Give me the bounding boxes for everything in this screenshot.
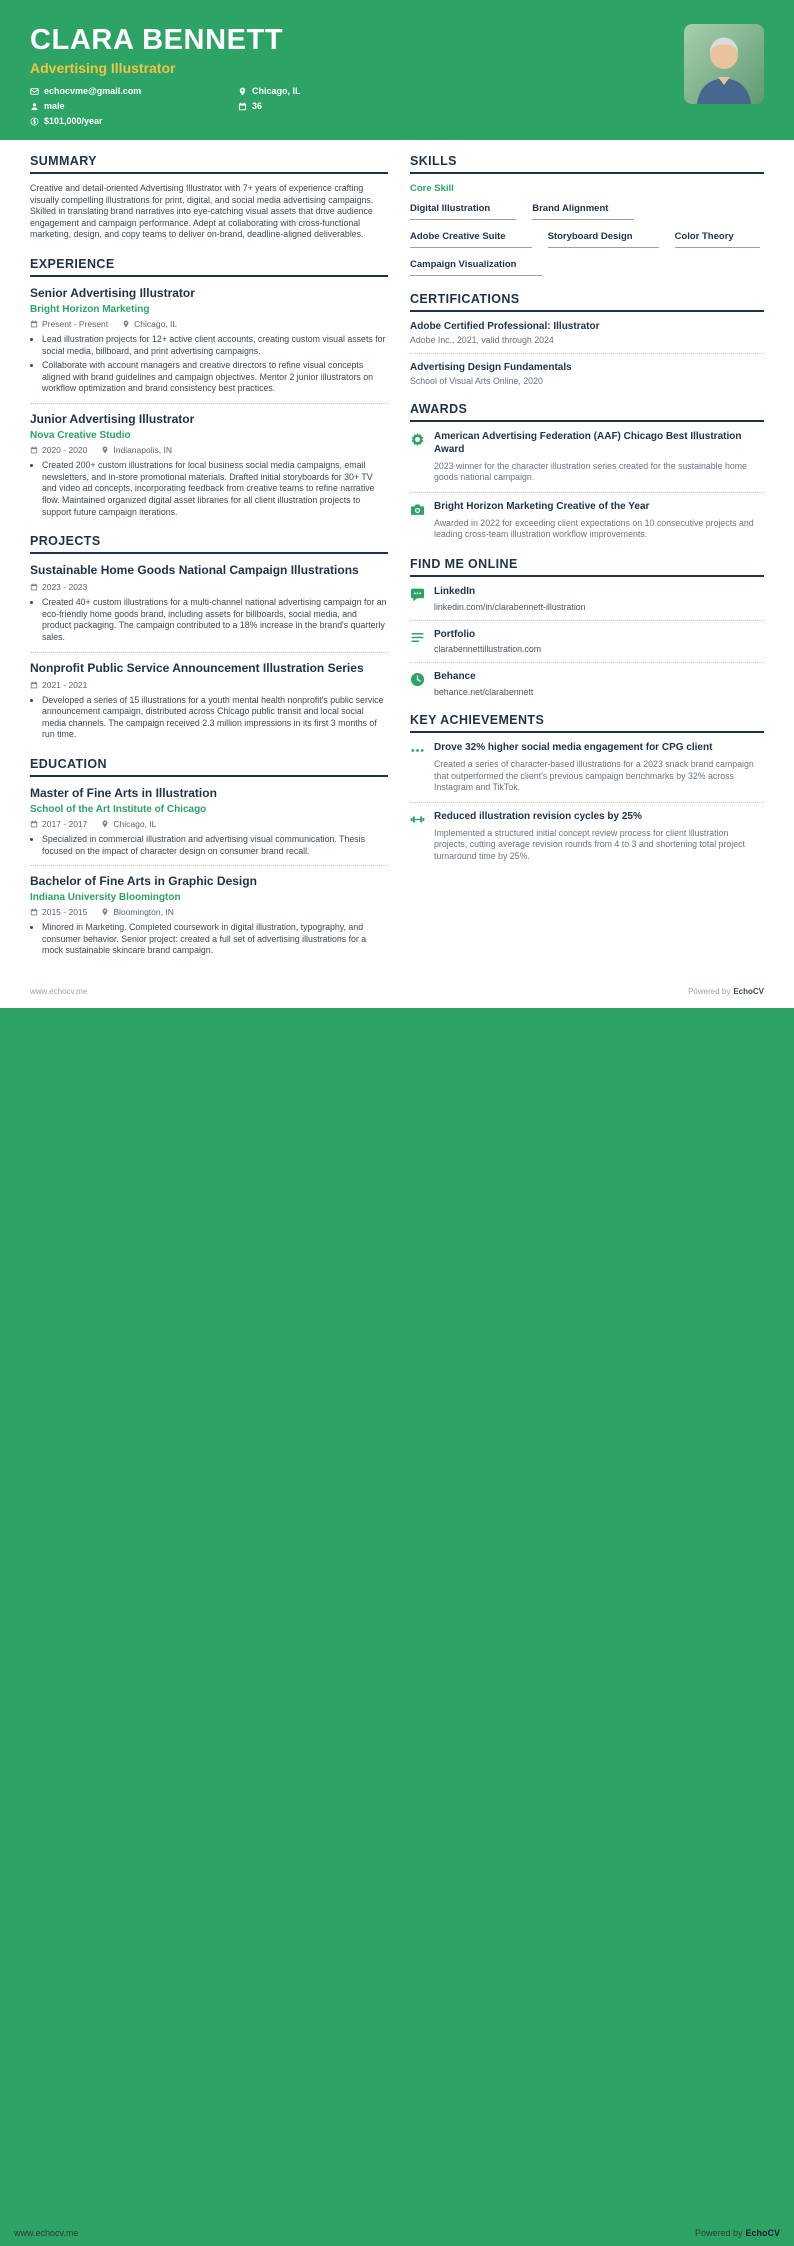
job-meta: [30, 445, 388, 455]
education-dates: 2017 - 2017: [42, 819, 88, 830]
experience-item: [30, 412, 388, 518]
skills-section: [410, 154, 764, 276]
awards-section: [410, 402, 764, 541]
education-item: [30, 874, 388, 957]
project-bullets: [30, 597, 388, 643]
projects-section: [30, 534, 388, 741]
education-bullets: [30, 922, 388, 957]
project-bullets: [30, 695, 388, 741]
behance-icon: [410, 672, 425, 687]
school-name: Indiana University Bloomington: [30, 892, 181, 904]
location-pin-icon: [238, 87, 247, 96]
powered-by-label: Powered by: [694, 2228, 743, 2238]
location-pin-icon: [101, 446, 109, 454]
job-location-item: [122, 319, 177, 329]
education-bullet: • Specialized in commercial illustration and advertising visual communication. Thesis focused on the impact of character design on consumer brand recall.: [42, 834, 388, 857]
key-achievements-section: [410, 713, 764, 862]
online-text: [434, 671, 533, 697]
contact-age-row: [238, 101, 301, 111]
contact-salary: $101,000/year: [44, 116, 103, 126]
online-text: [434, 586, 586, 612]
job-title: Senior Advertising Illustrator: [30, 286, 195, 301]
achievement-description: Created a series of character-based illustrations for a 2023 snack brand campaign that outperformed the client's previous campaign benchmarks by 32% across Instagram and TikTok.: [434, 759, 754, 793]
education-dates: 2015 - 2015: [42, 907, 88, 918]
skill-tag: Campaign Visualization: [410, 259, 542, 276]
resume-body: [0, 140, 794, 1008]
project-dates: 2021 - 2021: [42, 679, 88, 690]
person-job-title: Advertising Illustrator: [30, 60, 176, 76]
person-name: CLARA BENNETT: [30, 24, 284, 56]
skills-heading: SKILLS: [410, 154, 764, 174]
footer-site-link[interactable]: www.echocv.me: [14, 2228, 79, 2238]
certification-subtitle: Adobe Inc., 2021, valid through 2024: [410, 335, 554, 345]
company-name: Nova Creative Studio: [30, 430, 131, 442]
award-item: [410, 431, 764, 484]
award-description: Awarded in 2022 for exceeding client expectations on 10 consecutive projects and leading cross-team illustration workflow improvements.: [434, 517, 754, 540]
bottom-page-footer: [0, 2228, 794, 2246]
education-location-item: [101, 907, 173, 917]
award-description: 2023 winner for the character illustration series created for the sustainable home goods national campaign.: [434, 460, 747, 483]
job-dates: 2020 - 2020: [42, 445, 88, 456]
certification-title: Adobe Certified Professional: Illustrator: [410, 321, 600, 332]
job-dates-item: [30, 319, 108, 329]
project-dates-item: [30, 582, 87, 592]
certifications-section: [410, 292, 764, 386]
achievement-text: [434, 811, 764, 863]
award-title: American Advertising Federation (AAF) Chicago Best Illustration Award: [434, 431, 742, 455]
project-title: Sustainable Home Goods National Campaign Illustrations: [30, 563, 359, 578]
divider: [30, 652, 388, 653]
achievement-title: Drove 32% higher social media engagement for CPG client: [434, 742, 713, 754]
skills-group-label: Core Skill: [410, 183, 454, 194]
online-url[interactable]: behance.net/clarabennett: [434, 687, 534, 698]
calendar-icon: [238, 102, 247, 111]
education-heading: EDUCATION: [30, 757, 388, 777]
summary-section: [30, 154, 388, 241]
projects-heading: PROJECTS: [30, 534, 388, 554]
education-meta: [30, 907, 388, 917]
certifications-heading: CERTIFICATIONS: [410, 292, 764, 312]
certification-item: [410, 321, 764, 345]
project-dates: 2023 - 2023: [42, 582, 88, 593]
left-column: [30, 154, 388, 973]
echocv-brand-link[interactable]: EchoCV: [733, 987, 764, 997]
project-title: Nonprofit Public Service Announcement Illustration Series: [30, 660, 364, 675]
divider: [410, 662, 764, 663]
contact-salary-row: [30, 116, 238, 126]
project-bullet: • Created 40+ custom illustrations for a multi-channel national advertising campaign for an eco-friendly home goods brand, including assets for billboards, social media, and product packaging. The campaign contributed to a 18% increase in the brand's quarterly sales.: [42, 597, 388, 643]
contact-age: 36: [252, 101, 263, 111]
award-title: Bright Horizon Marketing Creative of the Year: [434, 500, 650, 512]
divider: [410, 620, 764, 621]
summary-heading: SUMMARY: [30, 154, 388, 174]
contact-column-right: [238, 86, 301, 126]
location-pin-icon: [101, 908, 109, 916]
key-achievements-heading: KEY ACHIEVEMENTS: [410, 713, 764, 733]
footer-site-link[interactable]: www.echocv.me: [30, 987, 88, 997]
contact-gender: male: [44, 101, 65, 111]
education-section: [30, 757, 388, 957]
skill-tag: Adobe Creative Suite: [410, 231, 532, 248]
portfolio-icon: [410, 630, 425, 645]
online-item: [410, 629, 764, 655]
linkedin-icon: [410, 587, 425, 602]
skill-tags: [410, 203, 764, 276]
education-dates-item: [30, 819, 87, 829]
job-dates: Present - Present: [42, 319, 109, 330]
experience-heading: EXPERIENCE: [30, 257, 388, 277]
certification-item: [410, 362, 764, 386]
achievement-item: [410, 742, 764, 794]
education-meta: [30, 819, 388, 829]
award-item: [410, 501, 764, 541]
camera-icon: [410, 502, 425, 517]
divider: [30, 865, 388, 866]
education-location-item: [101, 819, 156, 829]
achievement-item: [410, 811, 764, 863]
dollar-icon: [30, 117, 39, 126]
education-item: [30, 786, 388, 857]
divider: [410, 802, 764, 803]
education-dates-item: [30, 907, 87, 917]
job-title: Junior Advertising Illustrator: [30, 412, 195, 427]
calendar-icon: [30, 446, 38, 454]
find-me-online-heading: FIND ME ONLINE: [410, 557, 764, 577]
skill-tag: Storyboard Design: [548, 231, 659, 248]
right-column: [410, 154, 764, 878]
job-meta: [30, 319, 388, 329]
education-bullets: [30, 834, 388, 857]
achievement-description: Implemented a structured initial concept review process for client illustration projects, cutting average revision rounds from 4 to 3 and shortening total project turnaround time by 25%.: [434, 827, 745, 861]
online-url[interactable]: clarabennettillustration.com: [434, 644, 542, 655]
dumbbell-icon: [410, 812, 425, 827]
degree-title: Bachelor of Fine Arts in Graphic Design: [30, 874, 257, 889]
award-text: [434, 501, 764, 541]
online-label: Behance: [434, 671, 476, 683]
contact-email[interactable]: echocvme@gmail.com: [44, 86, 142, 96]
skill-tag: Brand Alignment: [532, 203, 634, 220]
achievement-text: [434, 742, 764, 794]
calendar-icon: [30, 908, 38, 916]
location-pin-icon: [122, 320, 130, 328]
person-icon: [30, 102, 39, 111]
divider: [410, 353, 764, 354]
calendar-icon: [30, 320, 38, 328]
job-bullet: • Collaborate with account managers and creative directors to refine visual concepts aligned with brand guidelines and campaign objectives. Mentor 2 junior illustrators on workflow optimization and brand consistency best practices.: [42, 360, 388, 395]
echocv-brand-link[interactable]: EchoCV: [745, 2228, 780, 2238]
school-name: School of the Art Institute of Chicago: [30, 804, 207, 816]
online-item: [410, 586, 764, 612]
contact-info: [30, 86, 301, 126]
job-dates-item: [30, 445, 87, 455]
online-label: Portfolio: [434, 628, 476, 640]
contact-column-left: [30, 86, 238, 126]
job-location: Indianapolis, IN: [113, 445, 172, 456]
page-footer: [30, 973, 764, 996]
online-item: [410, 671, 764, 697]
powered-by-label: Powered by: [688, 987, 731, 997]
contact-email-row: [30, 86, 238, 96]
job-bullet: • Created 200+ custom illustrations for local business social media campaigns, email newsletters, and in-store promotional materials. Drafted initial storyboards for 30+ TV and video ad concepts, incorporating feedback from creative teams to refine narrative flow. Maintained organized digital asset libraries for all client illustration projects to support future campaign iterations.: [42, 460, 388, 518]
ellipsis-icon: [410, 743, 425, 758]
certification-title: Advertising Design Fundamentals: [410, 362, 572, 373]
divider: [30, 403, 388, 404]
calendar-icon: [30, 583, 38, 591]
experience-item: [30, 286, 388, 395]
mail-icon: [30, 87, 39, 96]
job-bullets: [30, 460, 388, 518]
job-bullets: [30, 334, 388, 395]
header-text-block: [30, 24, 301, 126]
summary-text: Creative and detail-oriented Advertising Illustrator with 7+ years of experience crafting visually compelling illustrations for print, digital, and social media advertising campaigns. Skilled in translating brand narratives into eye-catching visual assets that drive audience engagement and campaign performance. Adept at collaborating with cross-functional marketing, design, and copy teams to deliver on-brand, deadline-aligned deliverables.: [30, 183, 374, 240]
calendar-icon: [30, 681, 38, 689]
education-location: Chicago, IL: [113, 819, 157, 830]
company-name: Bright Horizon Marketing: [30, 304, 150, 316]
degree-title: Master of Fine Arts in Illustration: [30, 786, 217, 801]
contact-location-row: [238, 86, 301, 96]
project-meta: [30, 582, 388, 592]
experience-section: [30, 257, 388, 518]
location-pin-icon: [101, 820, 109, 828]
contact-location: Chicago, IL: [252, 86, 301, 96]
skill-tag: Digital Illustration: [410, 203, 516, 220]
education-location: Bloomington, IN: [113, 907, 174, 918]
award-text: [434, 431, 764, 484]
project-item: [30, 563, 388, 643]
project-item: [30, 661, 388, 741]
online-text: [434, 629, 541, 655]
job-bullet: • Lead illustration projects for 12+ active client accounts, creating custom visual assets for social media, billboard, and print advertising campaigns.: [42, 334, 388, 357]
job-location: Chicago, IL: [134, 319, 178, 330]
profile-photo: [684, 24, 764, 104]
resume-header: [0, 0, 794, 140]
find-me-online-section: [410, 557, 764, 697]
powered-by: [688, 987, 764, 996]
achievement-title: Reduced illustration revision cycles by 25%: [434, 810, 642, 822]
education-bullet: • Minored in Marketing. Completed coursework in digital illustration, typography, and consumer behavior. Senior project: created a full set of advertising illustrations for a mock sustainable skincare brand campaign.: [42, 922, 388, 957]
online-url[interactable]: linkedin.com/in/clarabennett-illustration: [434, 601, 586, 612]
divider: [410, 492, 764, 493]
contact-gender-row: [30, 101, 238, 111]
gear-icon: [410, 432, 425, 447]
calendar-icon: [30, 820, 38, 828]
powered-by: [695, 2228, 780, 2238]
job-location-item: [101, 445, 172, 455]
online-label: LinkedIn: [434, 585, 476, 597]
awards-heading: AWARDS: [410, 402, 764, 422]
skill-tag: Color Theory: [675, 231, 760, 248]
project-bullet: • Developed a series of 15 illustrations for a youth mental health nonprofit's public service announcement campaign, distributed across Chicago public transit and local social media channels. The campaign received 2.3 million impressions in its first 3 months of run time.: [42, 695, 388, 741]
certification-subtitle: School of Visual Arts Online, 2020: [410, 376, 543, 386]
project-meta: [30, 680, 388, 690]
project-dates-item: [30, 680, 87, 690]
